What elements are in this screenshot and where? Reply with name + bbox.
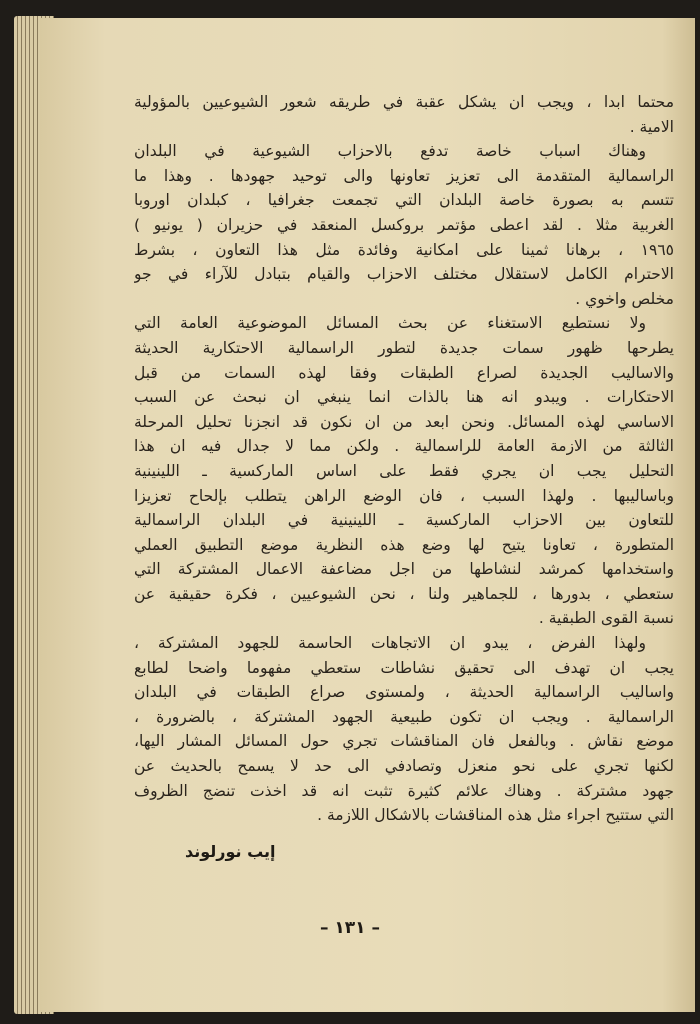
text-line: مخلص واخوي . — [575, 289, 674, 308]
text-line: تتسم به بصورة خاصة البلدان التي تجمعت جغرافيا ، كبلدان اوروبا — [134, 191, 674, 210]
text-line: واساليب الراسمالية الحديثة ، ولمستوى صراع الطبقات في البلدان — [134, 683, 674, 702]
text-line: الاساسي لهذه المسائل. ونحن ابعد من ان نكون قد انجزنا تحليل المرحلة — [134, 412, 674, 431]
text-line: الامية . — [629, 117, 674, 136]
text-line: وهناك اسباب خاصة تدفع بالاحزاب الشيوعية في البلدان — [134, 142, 646, 161]
text-line: جهود مشتركة . وهناك علائم كثيرة تثبت انه قد اخذت تنضج الظروف — [134, 781, 674, 800]
text-line: الثالثة من الازمة العامة للراسمالية . ولكن مما لا جدال فيه ان هذا — [134, 437, 674, 456]
text-line: ولا نستطيع الاستغناء عن بحث المسائل الموضوعية العامة التي — [134, 314, 646, 333]
body-text — [134, 90, 674, 828]
text-line: يجب ان تهدف الى تحقيق نشاطات ستعطي مفهوما واضحا لطابع — [134, 658, 674, 677]
text-line: الراسمالية . ويجب ان تكون طبيعية الجهود المشتركة ، بالضرورة ، — [134, 707, 674, 726]
text-line: المتطورة ، تعاونا يتيح لها وضع هذه النظرية موضع التطبيق العملي — [134, 535, 674, 554]
text-line: للتعاون بين الاحزاب الماركسية ـ اللينينية في البلدان الراسمالية — [134, 511, 674, 530]
page-number: – ١٣١ – — [320, 918, 380, 938]
text-line: واستخدامها كمرشد لنشاطها من اجل مضاعفة الاعمال المشتركة التي — [134, 560, 674, 579]
text-line: الغربية مثلا . لقد اعطى مؤتمر بروكسل المنعقد في حزيران ( يونيو ) — [134, 215, 674, 234]
text-line: ستعطي ، بدورها ، للجماهير ولنا ، نحن الشيوعيين ، فكرة حقيقية عن — [134, 584, 674, 603]
text-line: الاحترام الكامل لاستقلال مختلف الاحزاب والقيام بتبادل للآراء في جو — [134, 265, 674, 284]
text-line: الراسمالية المتقدمة الى تعزيز تعاونها والى توحيد جهودها . وهذا ما — [134, 166, 674, 185]
text-line: نسبة القوى الطبقية . — [538, 609, 674, 628]
text-line: لكنها تجري على نحو منعزل وتصادفي الى حد لا يسمح بالحديث عن — [134, 757, 674, 776]
text-line: محتما ابدا ، ويجب ان يشكل عقبة في طريقه شعور الشيوعيين بالمؤولية — [134, 93, 674, 111]
text-line: التي ستتيح اجراء مثل هذه المناقشات بالاشكال اللازمة . — [317, 806, 674, 825]
text-line: الاحتكارات . ويبدو انه هنا بالذات انما ينبغي ان نبحث عن السبب — [134, 388, 674, 407]
author-signature: إيب نورلوند — [185, 842, 276, 861]
text-line: ولهذا الفرض ، يبدو ان الاتجاهات الحاسمة للجهود المشتركة ، — [134, 634, 646, 653]
text-line: موضع نقاش . وبالفعل فان المناقشات تجري حول المسائل المشار اليها، — [134, 732, 674, 751]
text-line: التحليل يجب ان يجري فقط على اساس الماركسية ـ اللينينية — [134, 461, 674, 480]
text-line: ١٩٦٥ ، برهانا ثمينا على امكانية وفائدة مثل هذا التعاون ، بشرط — [134, 240, 674, 259]
text-line: والاساليب الجديدة لصراع الطبقات وفقا لهذه السمات من قبل — [134, 363, 674, 382]
text-line: يطرحها ظهور سمات جديدة لتطور الراسمالية الاحتكارية الحديثة — [134, 338, 674, 357]
text-line: وباساليبها . ولهذا السبب ، فان الوضع الراهن يتطلب بإلحاح تعزيزا — [134, 486, 674, 505]
